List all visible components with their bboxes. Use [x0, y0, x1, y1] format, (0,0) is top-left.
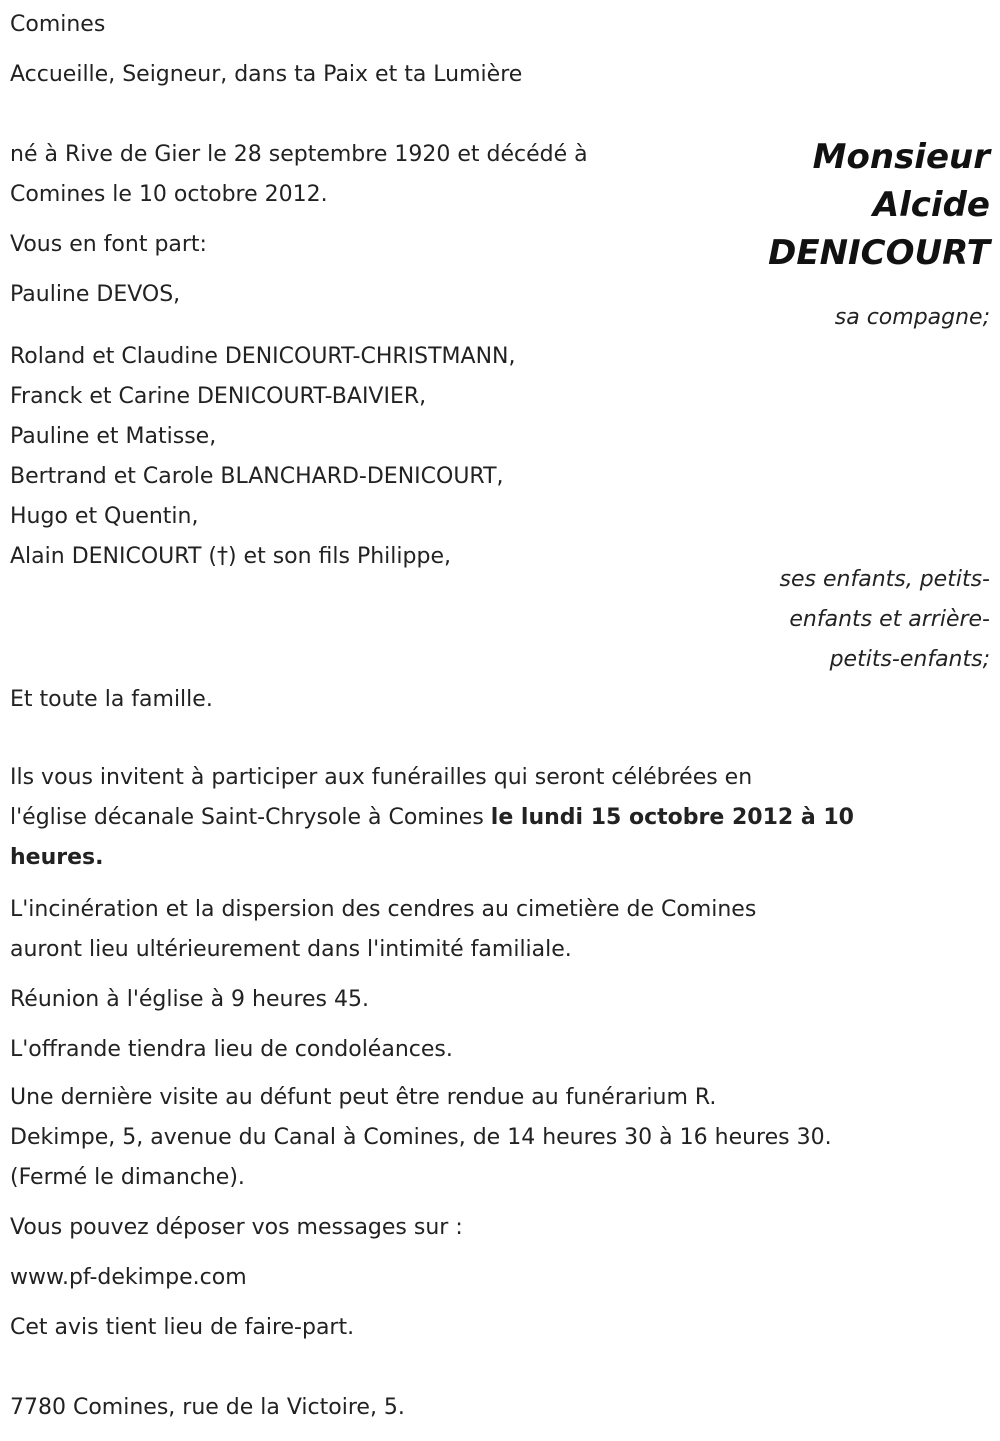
birth-death-line-2: Comines le 10 octobre 2012. [10, 182, 328, 207]
announce: Vous en font part: [10, 232, 207, 257]
whole-family: Et toute la famille. [10, 687, 213, 712]
cremation-info [10, 890, 756, 970]
address: 7780 Comines, rue de la Victoire, 5. [10, 1395, 405, 1420]
funeral-date: le lundi 15 octobre 2012 à 10 [490, 805, 854, 830]
funeral-time: heures. [10, 845, 104, 870]
funeral-line: Ils vous invitent à participer aux funérailles qui seront célébrées en [10, 765, 753, 790]
website-link[interactable]: www.pf-dekimpe.com [10, 1265, 247, 1290]
name-line: DENICOURT [768, 233, 990, 273]
family-line: Alain DENICOURT (†) et son fils Philippe, [10, 544, 451, 569]
partner-name: Pauline DEVOS, [10, 282, 181, 307]
relation-line: petits-enfants; [829, 647, 990, 672]
cremation-line: L'incinération et la dispersion des cendres au cimetière de Comines [10, 897, 757, 922]
messages: Vous pouvez déposer vos messages sur : [10, 1215, 463, 1240]
prayer: Accueille, Seigneur, dans ta Paix et ta Lumière [10, 62, 523, 87]
family-line: Roland et Claudine DENICOURT-CHRISTMANN, [10, 344, 516, 369]
birth-death-line-1: né à Rive de Gier le 28 septembre 1920 et décédé à [10, 142, 588, 167]
relation-line: ses enfants, petits- [779, 567, 990, 592]
visit-line: Dekimpe, 5, avenue du Canal à Comines, de 14 heures 30 à 16 heures 30. [10, 1125, 832, 1150]
funeral-place: l'église décanale Saint-Chrysole à Comines [10, 805, 491, 830]
name-line: Alcide [872, 185, 990, 225]
town: Comines [10, 12, 106, 37]
funeral-line [10, 798, 854, 838]
family-line: Franck et Carine DENICOURT-BAIVIER, [10, 384, 427, 409]
relation-line: enfants et arrière- [789, 607, 990, 632]
family-list [10, 337, 515, 577]
partner-relation: sa compagne; [834, 305, 990, 330]
meeting: Réunion à l'église à 9 heures 45. [10, 987, 370, 1012]
funeral-info [10, 758, 854, 878]
visit-info [10, 1078, 832, 1198]
name-line: Monsieur [812, 137, 990, 177]
deceased-name [768, 133, 990, 277]
family-line: Hugo et Quentin, [10, 504, 199, 529]
cremation-line: auront lieu ultérieurement dans l'intimité familiale. [10, 937, 572, 962]
family-line: Bertrand et Carole BLANCHARD-DENICOURT, [10, 464, 504, 489]
notice: Cet avis tient lieu de faire-part. [10, 1315, 355, 1340]
family-relation [780, 560, 990, 680]
family-line: Pauline et Matisse, [10, 424, 217, 449]
offering: L'offrande tiendra lieu de condoléances. [10, 1037, 453, 1062]
visit-line: Une dernière visite au défunt peut être rendue au funérarium R. [10, 1085, 717, 1110]
visit-line: (Fermé le dimanche). [10, 1165, 245, 1190]
